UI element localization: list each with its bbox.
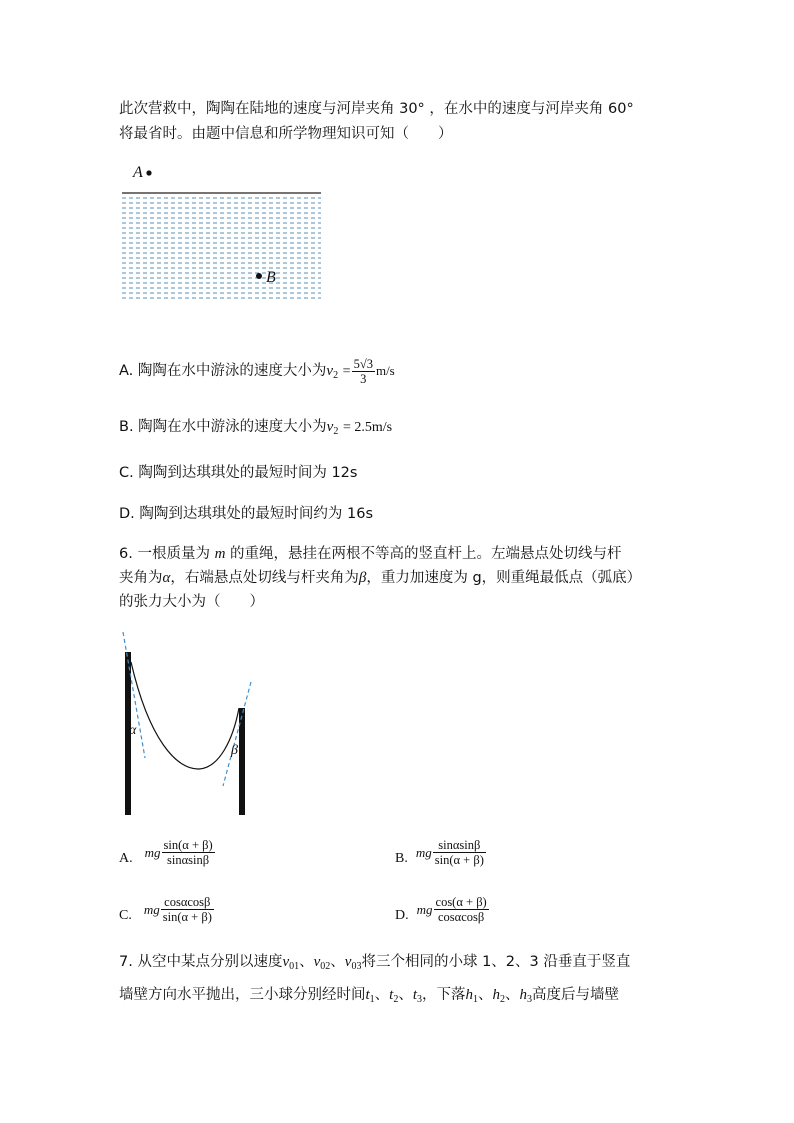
q6-option-b-num: sinαsinβ [433, 838, 486, 853]
q6-option-a-den: sinαsinβ [167, 853, 210, 867]
q6-option-c-den: sin(α + β) [162, 910, 212, 924]
q6-option-a [119, 838, 216, 867]
q7-h3-sub: 3 [527, 994, 533, 1005]
q6-option-d-den: cosαcosβ [438, 910, 485, 924]
option-b-text: B. 陶陶在水中游泳的速度大小为 [119, 419, 327, 435]
q7-v1: v [282, 954, 290, 970]
option-d-text: D. 陶陶到达琪琪处的最短时间约为 16s [119, 506, 373, 522]
q7-t1-sub: 1 [369, 994, 375, 1005]
q6-option-b [395, 838, 487, 867]
figure-alpha-label: α [129, 723, 137, 738]
option-a-fraction [352, 357, 375, 386]
intro-line-1: 此次营救中，陶陶在陆地的速度与河岸夹角 30° ，在水中的速度与河岸夹角 60° [119, 101, 634, 117]
q7-sep-6: 、 [505, 987, 520, 1003]
q6-option-b-fraction [433, 838, 486, 867]
q6-line-1 [119, 544, 622, 564]
q6-option-d-num: cos(α + β) [435, 895, 487, 909]
q7-sep-2: 、 [330, 954, 345, 970]
option-a-line [119, 356, 395, 391]
q7-t2: t [389, 987, 394, 1003]
q7-line-1 [119, 952, 630, 977]
q7-h1-sub: 1 [473, 994, 479, 1005]
option-c-text: C. 陶陶到达琪琪处的最短时间为 12s [119, 465, 358, 481]
q6-option-b-label: B. [395, 851, 408, 866]
option-b-line [119, 417, 392, 442]
q6-line2-b: ，右端悬点处切线与杆夹角为 [170, 570, 359, 586]
q6-line-2 [119, 568, 641, 588]
q6-mass-symbol: m [214, 546, 226, 562]
q6-option-c [119, 895, 215, 924]
q7-t3-sub: 3 [417, 994, 423, 1005]
q7-t2-sub: 2 [393, 994, 399, 1005]
q6-beta-symbol: β [358, 570, 367, 586]
q7-line2-b: ，下落 [422, 987, 466, 1003]
q6-line1-b: 的重绳，悬挂在两根不等高的竖直杆上。左端悬点处切线与杆 [225, 546, 622, 562]
q7-v2-sub: 02 [320, 961, 331, 972]
q6-option-c-num: cosαcosβ [161, 895, 214, 910]
point-a-label: A [133, 164, 143, 181]
q7-line1-a: 7. 从空中某点分别以速度 [119, 954, 283, 970]
q6-option-a-mg: mg [144, 844, 161, 860]
q7-t3: t [412, 987, 418, 1003]
q6-option-b-mg: mg [415, 844, 432, 860]
q7-line1-b: 将三个相同的小球 1、2、3 沿垂直于竖直 [361, 954, 631, 970]
q6-option-c-mg: mg [143, 901, 160, 917]
q7-sep-4: 、 [398, 987, 413, 1003]
q6-option-d [395, 895, 490, 924]
river-figure [118, 160, 328, 305]
option-b-v: v [326, 419, 334, 435]
q6-alpha-symbol: α [162, 570, 171, 586]
q7-h1: h [465, 987, 474, 1003]
q6-line-3: 的张力大小为（ ） [119, 594, 264, 610]
option-a-denominator: 3 [360, 371, 367, 386]
q6-line1-a: 6. 一根质量为 [119, 546, 215, 562]
q7-t1: t [365, 987, 370, 1003]
figure-beta-label: β [231, 743, 238, 758]
intro-line-2: 将最省时。由题中信息和所学物理知识可知（ ） [119, 126, 453, 142]
option-a-v: v [326, 363, 334, 379]
point-b-label: B [266, 269, 276, 286]
rope-figure [115, 630, 260, 820]
option-a-eq: = [342, 364, 351, 379]
q6-line2-a: 夹角为 [119, 570, 163, 586]
q7-v3-sub: 03 [351, 961, 362, 972]
q6-option-c-label: C. [119, 908, 132, 923]
q7-sep-5: 、 [478, 987, 493, 1003]
q6-option-c-fraction [161, 895, 214, 924]
option-b-value: = 2.5m/s [342, 420, 393, 435]
q7-v3: v [344, 954, 352, 970]
q6-option-b-den: sin(α + β) [434, 853, 484, 867]
q7-h2-sub: 2 [500, 994, 506, 1005]
q7-sep-3: 、 [374, 987, 390, 1003]
option-a-unit: m/s [375, 363, 395, 378]
q7-h3: h [519, 987, 528, 1003]
option-b-v-sub: 2 [333, 426, 339, 437]
q7-v1-sub: 01 [289, 961, 300, 972]
q6-line2-c: ，重力加速度为 g，则重绳最低点（弧底） [366, 570, 642, 586]
option-a-text: A. 陶陶在水中游泳的速度大小为 [119, 363, 327, 379]
q6-option-d-mg: mg [416, 901, 433, 917]
q7-line2-c: 高度后与墙壁 [532, 987, 620, 1003]
option-a-v-sub: 2 [333, 370, 339, 381]
q7-v2: v [313, 954, 321, 970]
q7-line2-a: 墙壁方向水平抛出，三小球分别经时间 [119, 987, 366, 1003]
q7-h2: h [492, 987, 501, 1003]
q6-option-a-fraction [162, 838, 215, 867]
q7-line-2 [119, 985, 619, 1010]
q7-sep-1: 、 [299, 954, 314, 970]
q6-option-d-label: D. [395, 908, 409, 923]
q6-option-a-label: A. [119, 851, 133, 866]
option-a-numerator: 5√3 [353, 356, 373, 371]
q6-option-a-num: sin(α + β) [163, 838, 213, 852]
q6-option-d-fraction [434, 895, 489, 924]
